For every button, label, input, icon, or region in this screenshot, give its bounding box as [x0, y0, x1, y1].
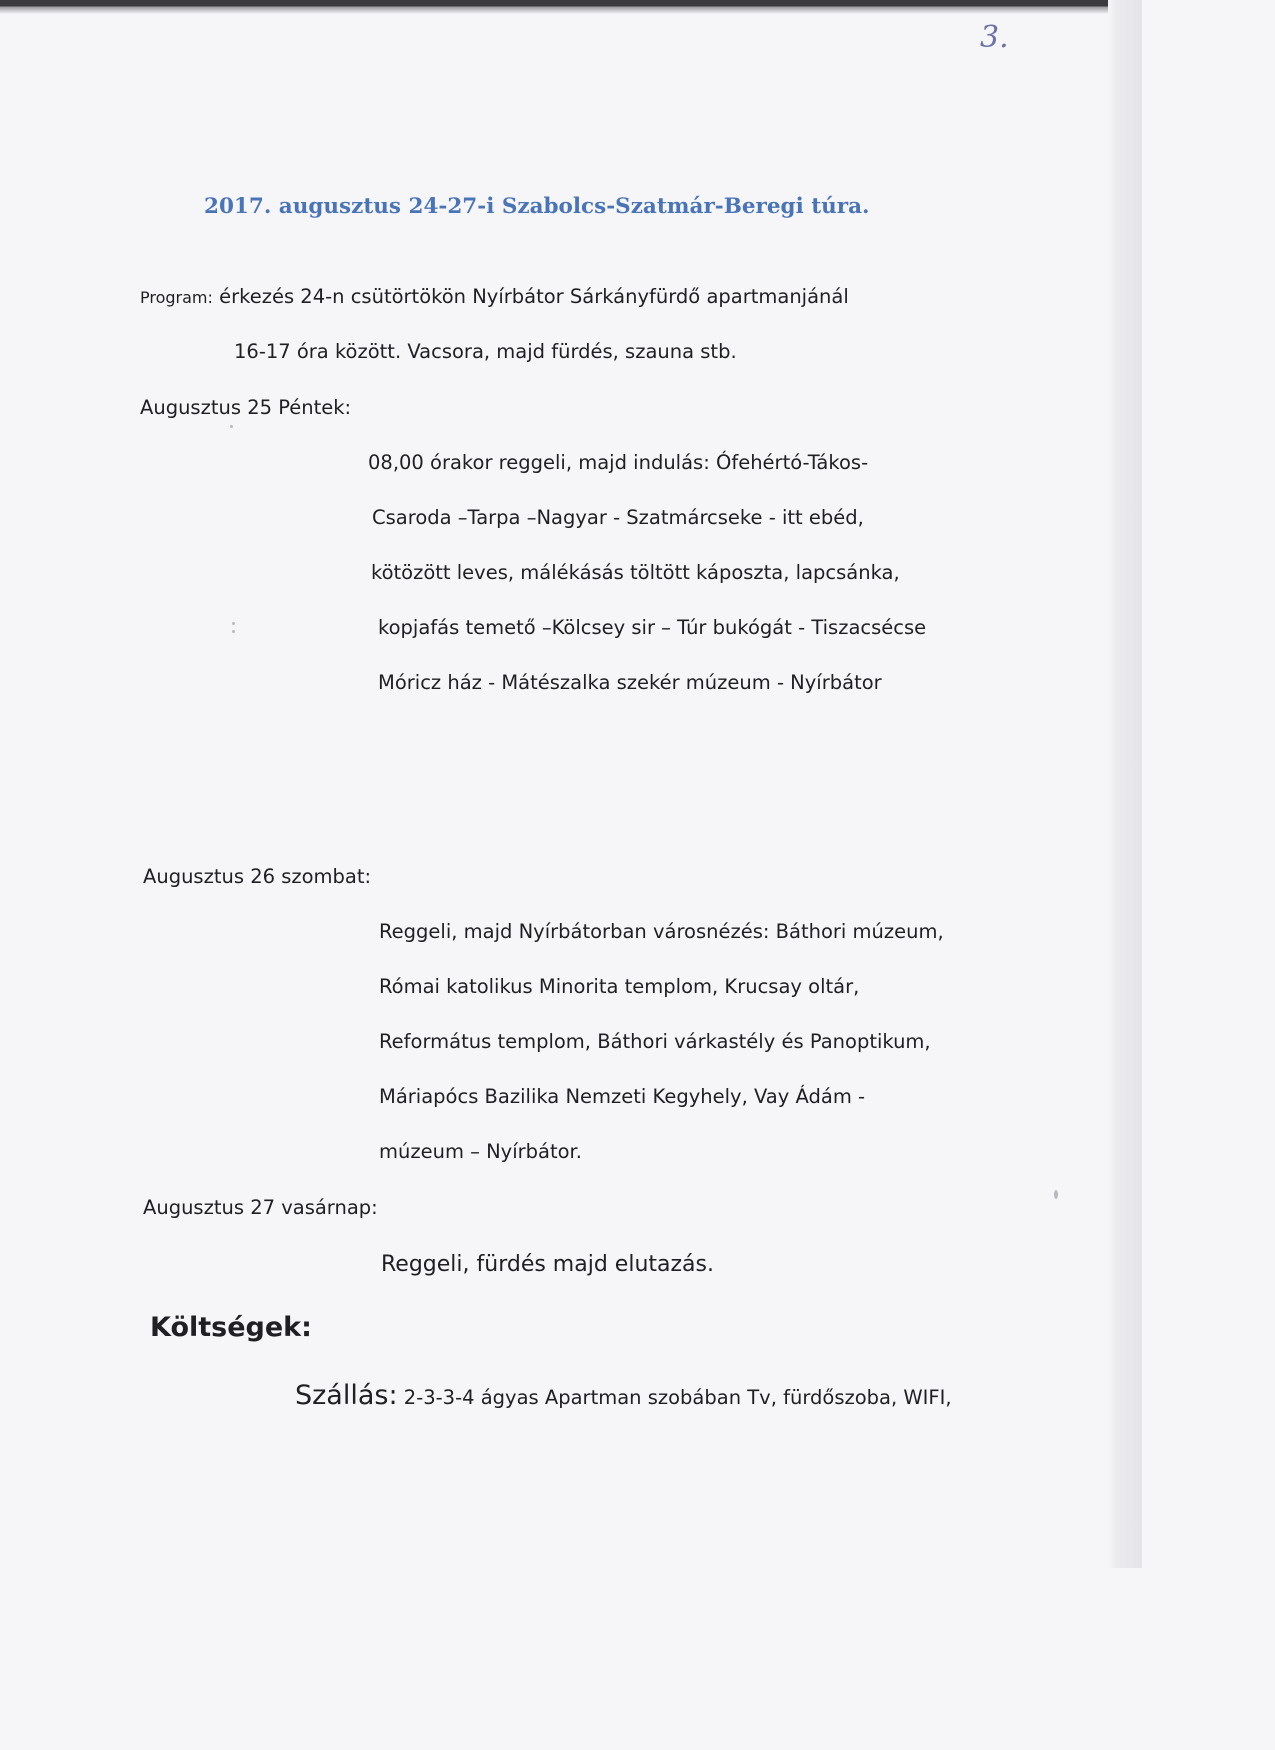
- document-title: 2017. augusztus 24-27-i Szabolcs-Szatmár-Beregi túra.: [204, 194, 870, 219]
- scan-speck: [232, 622, 235, 625]
- day-25-label: Augusztus 25 Péntek:: [140, 396, 352, 419]
- program-paragraph: [140, 285, 849, 308]
- day-26-label: Augusztus 26 szombat:: [143, 865, 372, 888]
- scan-speck: [232, 630, 235, 633]
- scan-speck: [1054, 1190, 1058, 1199]
- program-line-1: érkezés 24-n csütörtökön Nyírbátor Sárkányfürdő apartmanjánál: [219, 285, 849, 308]
- day-26-line-2: Római katolikus Minorita templom, Krucsay oltár,: [379, 975, 860, 998]
- day-26-line-3: Református templom, Báthori várkastély és Panoptikum,: [379, 1030, 931, 1053]
- day-25-line-2: Csaroda –Tarpa –Nagyar - Szatmárcseke - itt ebéd,: [372, 506, 864, 529]
- scan-speck: [230, 425, 233, 428]
- scan-top-edge: [0, 0, 1142, 14]
- day-26-line-1: Reggeli, majd Nyírbátorban városnézés: Báthori múzeum,: [379, 920, 944, 943]
- scan-right-edge: [1108, 0, 1142, 1568]
- day-25-line-3: kötözött leves, málékásás töltött káposzta, lapcsánka,: [371, 561, 900, 584]
- costs-heading: Költségek:: [150, 1312, 312, 1343]
- lodging-text: 2-3-3-4 ágyas Apartman szobában Tv, fürdőszoba, WIFI,: [403, 1386, 952, 1409]
- day-26-line-5: múzeum – Nyírbátor.: [379, 1140, 582, 1163]
- page-number: 3.: [980, 20, 1009, 55]
- day-26-line-4: Máriapócs Bazilika Nemzeti Kegyhely, Vay Ádám -: [379, 1085, 866, 1108]
- day-25-line-1: 08,00 órakor reggeli, majd indulás: Ófehértó-Tákos-: [368, 451, 869, 474]
- day-25-line-5: Móricz ház - Mátészalka szekér múzeum - Nyírbátor: [378, 671, 882, 694]
- day-25-line-4: kopjafás temető –Kölcsey sir – Túr bukógát - Tiszacsécse: [378, 616, 927, 639]
- program-label: Program:: [140, 288, 213, 307]
- program-line-2: 16-17 óra között. Vacsora, majd fürdés, szauna stb.: [234, 340, 737, 363]
- day-27-line: Reggeli, fürdés majd elutazás.: [381, 1252, 714, 1277]
- lodging-label: Szállás:: [295, 1380, 398, 1411]
- lodging-paragraph: [295, 1380, 952, 1411]
- day-27-label: Augusztus 27 vasárnap:: [143, 1196, 378, 1219]
